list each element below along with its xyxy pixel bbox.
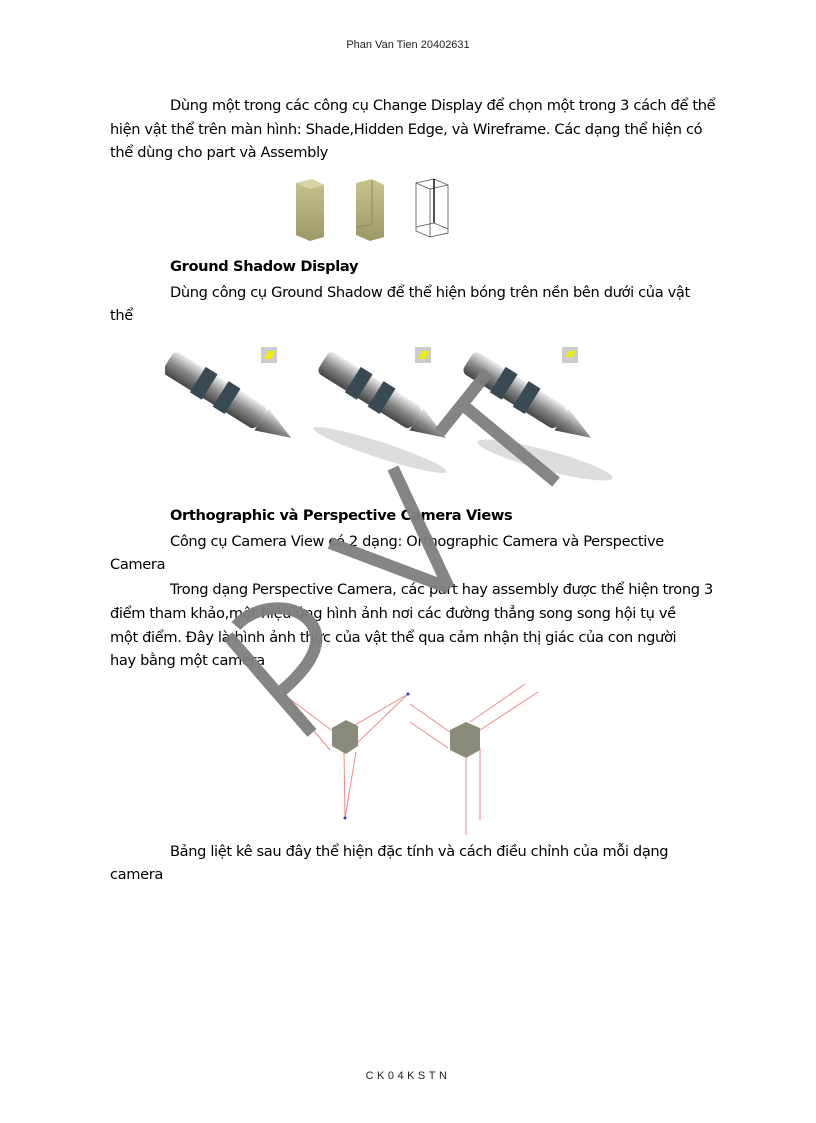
paragraph-line: Dùng một trong các công cụ Change Display để chọn một trong 3 cách để thể <box>170 97 716 114</box>
paragraph-line: thể <box>110 307 133 324</box>
wireframe-cube-icon <box>416 179 448 237</box>
orthographic-camera-diagram <box>410 684 538 835</box>
paragraph-line: hiện vật thể trên màn hình: Shade,Hidden Edge, và Wireframe. Các dạng thể hiện có <box>110 121 703 138</box>
paragraph-line: camera <box>110 866 164 883</box>
page-footer: CK04KSTN <box>365 1070 451 1082</box>
paragraph-line: Camera <box>110 556 166 573</box>
paragraph-line: một điểm. Đây là hình ảnh thực của vật thể qua cảm nhận thị giác của con người <box>110 629 677 646</box>
section-heading: Orthographic và Perspective Camera Views <box>170 507 513 524</box>
paragraph-line: thể dùng cho part và Assembly <box>110 144 329 161</box>
paragraph-line: Bảng liệt kê sau đây thể hiện đặc tính và cách điều chỉnh của mỗi dạng <box>170 843 669 860</box>
hidden-edge-cube-icon <box>356 179 384 241</box>
pen-shadow-below <box>311 347 454 479</box>
section-heading: Ground Shadow Display <box>170 258 359 275</box>
ground-shadow-figure <box>165 335 615 495</box>
paragraph-line: Trong dạng Perspective Camera, các part hay assembly được thể hiện trong 3 <box>170 581 713 598</box>
paragraph-line: điểm tham khảo,một hiệu ứng hình ảnh nơi các đường thẳng song song hội tụ về <box>110 605 676 622</box>
display-modes-figure <box>290 175 450 245</box>
pen-no-shadow <box>165 347 299 451</box>
shaded-cube-icon <box>296 179 324 241</box>
camera-views-figure <box>270 680 560 840</box>
paragraph-line: Công cụ Camera View có 2 dạng: Orthographic Camera và Perspective <box>170 533 664 550</box>
pen-shadow-angled <box>460 347 615 488</box>
paragraph-line: Dùng công cụ Ground Shadow để thể hiện bóng trên nền bên dưới của vật <box>170 284 690 301</box>
perspective-camera-diagram <box>283 693 410 820</box>
page-header: Phan Van Tien 20402631 <box>346 39 470 51</box>
paragraph-line: hay bằng một camera <box>110 652 265 669</box>
